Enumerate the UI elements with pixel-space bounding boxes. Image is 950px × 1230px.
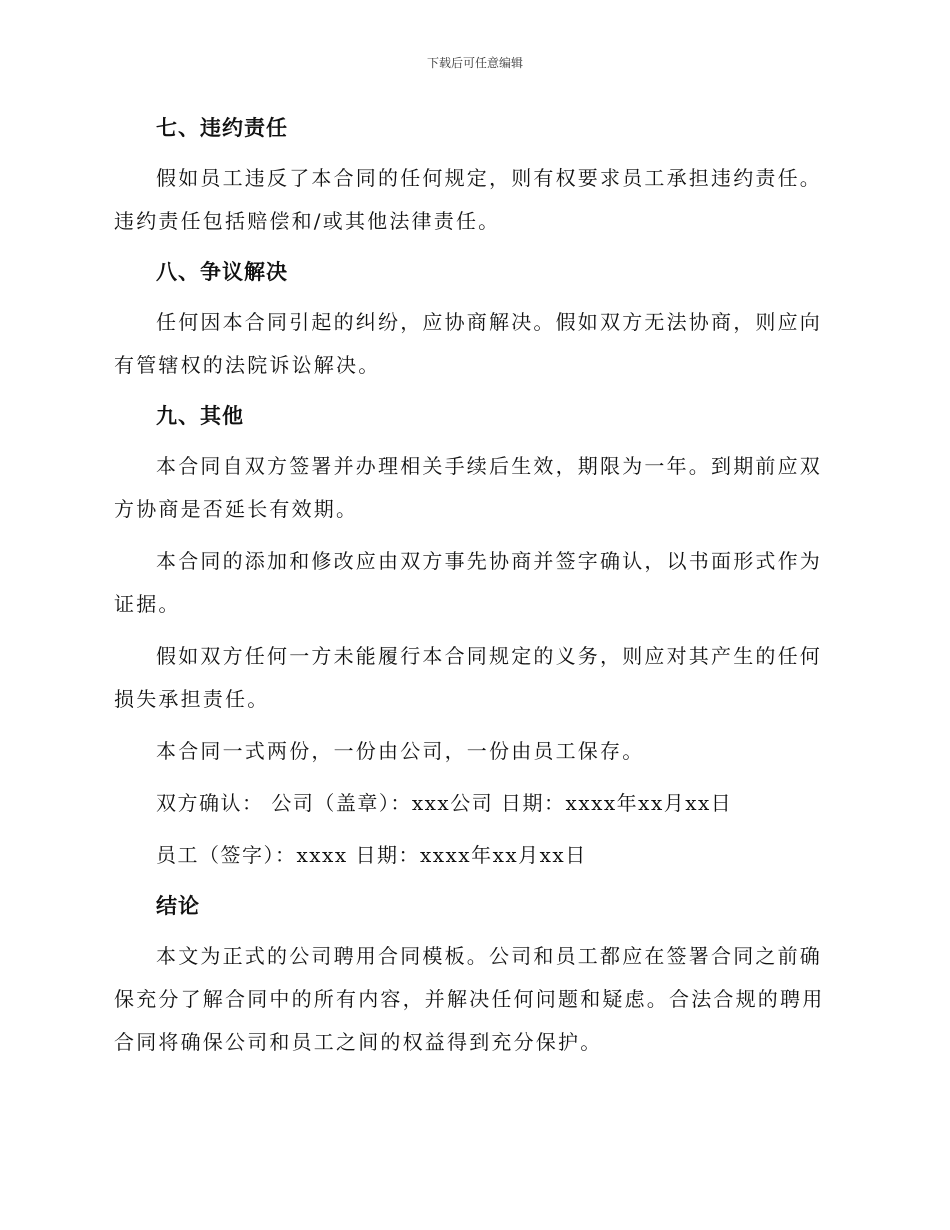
employee-confirmation-line: 员工（签字）：xxxx 日期：xxxx年xx月xx日 bbox=[156, 843, 587, 867]
paragraph-conclusion: 本文为正式的公司聘用合同模板。公司和员工都应在签署合同之前确保充分了解合同中的所有内容，并解决任何问题和疑虑。合法合规的聘用合同将确保公司和员工之间的权益得到充分保护。 bbox=[114, 944, 825, 1054]
section-heading-conclusion: 结论 bbox=[156, 894, 200, 918]
section-heading-breach: 七、违约责任 bbox=[156, 116, 288, 140]
paragraph-dispute: 任何因本合同引起的纠纷，应协商解决。假如双方无法协商，则应向有管辖权的法院诉讼解决。 bbox=[114, 310, 822, 377]
paragraph-other-liability: 假如双方任何一方未能履行本合同规定的义务，则应对其产生的任何损失承担责任。 bbox=[114, 644, 822, 711]
paragraph-other-amendment: 本合同的添加和修改应由双方事先协商并签字确认，以书面形式作为证据。 bbox=[114, 549, 822, 616]
page-header: 下载后可任意编辑 bbox=[426, 56, 523, 70]
paragraph-other-copies: 本合同一式两份，一份由公司，一份由员工保存。 bbox=[156, 739, 645, 763]
paragraph-other-term: 本合同自双方签署并办理相关手续后生效，期限为一年。到期前应双方协商是否延长有效期。 bbox=[114, 454, 822, 521]
company-confirmation-line: 双方确认： 公司（盖章）：xxx公司 日期：xxxx年xx月xx日 bbox=[156, 791, 733, 815]
section-heading-other: 九、其他 bbox=[156, 404, 244, 428]
paragraph-breach: 假如员工违反了本合同的任何规定，则有权要求员工承担违约责任。违约责任包括赔偿和/或其他法律责任。 bbox=[114, 166, 822, 233]
document-body bbox=[114, 108, 830, 1064]
section-heading-dispute: 八、争议解决 bbox=[156, 260, 288, 284]
